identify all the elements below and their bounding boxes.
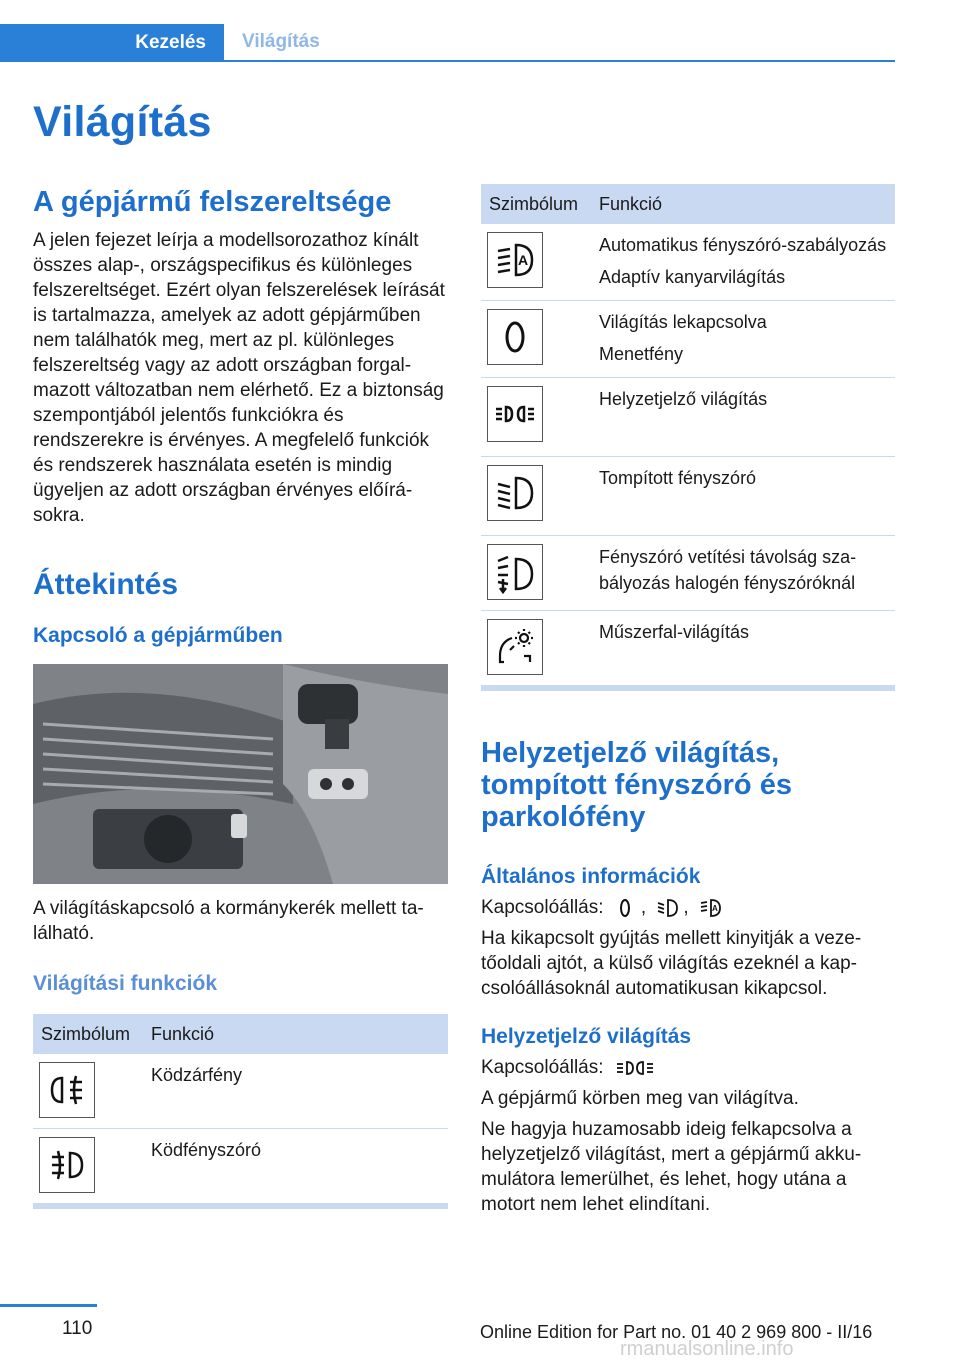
lights-off-icon: [613, 896, 637, 920]
light-switch-photo: [33, 664, 448, 884]
subsection-title-switch: Kapcsoló a gépjárműben: [33, 624, 283, 647]
switch-positions-line: [481, 895, 895, 920]
parking-light-icon: [487, 386, 543, 442]
equipment-text: A jelen fejezet leírja a modellsorozathoz kínált összes alap-, országspecifikus és különleges felszereltséget. Ezért olyan felszerelések leírását is tartalmazza, amelyek az adott gépjárműben nem találhatók meg, mert az pl. különleges felszereltség vagy az adott országban forgalmazott változatban nem elérhető. Ez a biztonság szempontjából jelentős funkciókra és rendszerekre is érvényes. A megfelelő funkciók és rendszerek használata esetén is mindig ügyeljen az adott országban érvényes előírásokra.: [33, 230, 445, 526]
functions-table-right: [481, 184, 895, 686]
instrument-lighting-icon: [487, 619, 543, 675]
tab-vilagitas[interactable]: Világítás: [242, 31, 320, 52]
switch-label: Kapcsolóállás:: [481, 1057, 604, 1078]
right-column: [481, 184, 895, 1217]
table-row: [481, 457, 895, 536]
parking-switch-line: [481, 1055, 895, 1080]
table-row: [33, 1054, 448, 1129]
table-row: [481, 378, 895, 457]
lights-off-icon: [487, 309, 543, 365]
function-label: Helyzetjelző világítás: [599, 389, 768, 409]
table-row: [481, 301, 895, 378]
function-label: Automatikus fényszóró-szabályozás: [599, 235, 887, 255]
function-label: Világítás lekapcsolva: [599, 312, 767, 332]
table-end-bar: [33, 1204, 448, 1209]
rear-fog-light-icon: [39, 1062, 95, 1118]
svg-text:A: A: [518, 252, 529, 268]
parking-text-1: A gépjármű körben meg van világítva.: [481, 1088, 799, 1109]
section-title-overview: Áttekintés: [33, 568, 179, 601]
functions-table-left: [33, 1014, 448, 1204]
parking-light-title: Helyzetjelző világítás: [481, 1025, 692, 1048]
table-row: [481, 611, 895, 686]
table-header-function: Funkció: [143, 1014, 448, 1054]
functions-title: Világítási funkciók: [33, 972, 218, 995]
footer-divider: [0, 1304, 97, 1307]
table-row: [481, 224, 895, 301]
function-label: Adaptív kanyarvilágítás: [599, 267, 786, 287]
function-label: Műszerfal-világítás: [599, 622, 750, 642]
page-number: 110: [62, 1318, 93, 1339]
page-title: Világítás: [33, 98, 212, 146]
parking-light-icon: [613, 1056, 657, 1080]
parking-text-2: Ne hagyja huzamosabb ideig felkapcsolva a helyzetjelző világítást, mert a gépjármű akkumulátora lemerülhet, és lehet, hogy utána a motort nem lehet elindítani.: [481, 1119, 862, 1215]
watermark: rmanualsonline.info: [620, 1338, 794, 1360]
function-label: Ködzárfény: [151, 1065, 243, 1085]
function-label: Tompított fényszóró: [599, 468, 757, 488]
edition-text: Online Edition for Part no. 01 40 2 969 800 - II/16: [480, 1322, 873, 1342]
front-fog-light-icon: [39, 1137, 95, 1193]
function-label: Menetfény: [599, 344, 684, 364]
photo-caption: A világításkapcsoló a kormánykerék mellett található.: [33, 898, 424, 944]
header-divider: [0, 60, 895, 62]
general-info-text: Ha kikapcsolt gyújtás mellett kinyitják a vezetőoldali ajtót, a külső világítás ezeknél a kapcsolóállásoknál automatikusan kikapcsol.: [481, 928, 862, 999]
auto-headlight-icon: [698, 896, 722, 920]
section-title-parking-lights: Helyzetjelző világítás, tompított fényszóró és parkolófény: [481, 737, 792, 833]
separator: ,: [683, 897, 689, 918]
low-beam-icon: [655, 896, 679, 920]
table-header-symbol: Szimbólum: [33, 1014, 143, 1054]
auto-headlight-icon: [487, 232, 543, 288]
left-column: [33, 182, 448, 1209]
headlight-range-icon: [487, 544, 543, 600]
table-row: [481, 536, 895, 611]
switch-label: Kapcsolóállás:: [481, 897, 604, 918]
function-label: Ködfényszóró: [151, 1140, 262, 1160]
table-end-bar: [481, 686, 895, 691]
header-tabs: [0, 24, 895, 62]
general-info-title: Általános információk: [481, 865, 701, 888]
separator: ,: [640, 897, 647, 918]
table-header-symbol: Szimbólum: [481, 184, 591, 224]
svg-text:A: A: [711, 903, 718, 913]
tab-kezeles[interactable]: Kezelés: [0, 24, 224, 62]
table-header-function: Funkció: [591, 184, 895, 224]
table-row: [33, 1129, 448, 1204]
section-title-equipment: A gépjármű felszereltsége: [33, 186, 392, 218]
low-beam-icon: [487, 465, 543, 521]
function-label: Fényszóró vetítési távolság szabályozás halogén fényszóróknál: [599, 547, 857, 593]
